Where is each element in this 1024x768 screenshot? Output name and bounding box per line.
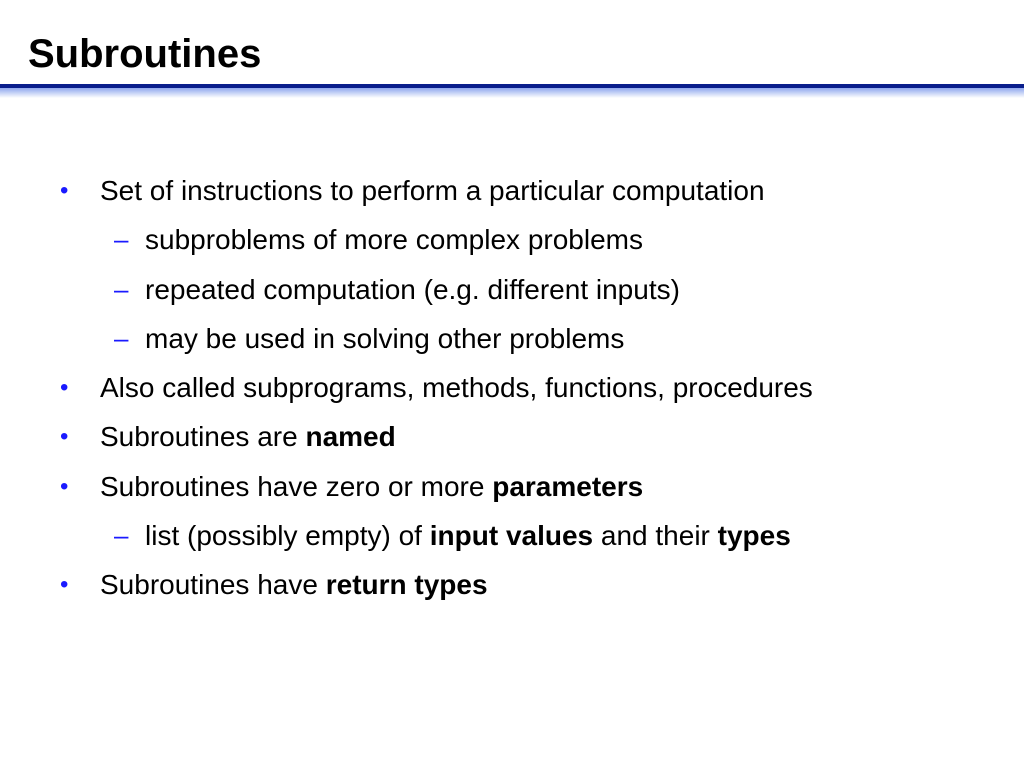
bullet-dash-icon: – [114, 273, 129, 304]
bullet-dot-icon: • [60, 423, 69, 451]
bullet-text [145, 511, 791, 560]
bullet-text [145, 314, 624, 363]
bullet-dot-icon: • [60, 177, 69, 204]
bullet-text-segment: repeated computation (e.g. different inputs) [145, 273, 680, 305]
bullet-dot-icon: • [60, 472, 69, 500]
slide-title: Subroutines [28, 32, 262, 76]
bullet-text-segment: list (possibly empty) of [145, 520, 430, 552]
bullet-item [0, 462, 1024, 511]
bullet-text [100, 363, 813, 412]
bullet-text-segment: Set of instructions to perform a particular computation [100, 175, 765, 206]
title-divider [0, 84, 1024, 100]
bullet-item [0, 166, 1024, 215]
bullet-text-emphasis: input values [429, 520, 594, 552]
bullet-text-emphasis: return types [325, 569, 488, 601]
bullet-text [145, 215, 643, 264]
bullet-item [0, 363, 1024, 412]
sub-bullet-item [0, 265, 1024, 314]
bullet-text-segment: subproblems of more complex problems [145, 224, 643, 256]
bullet-text-segment: may be used in solving other problems [145, 322, 625, 354]
bullet-item [0, 560, 1024, 609]
bullet-text [100, 560, 488, 609]
bullet-text [145, 265, 680, 314]
bullet-list [0, 166, 1024, 610]
bullet-dash-icon: – [114, 520, 129, 551]
bullet-text-segment: and their [593, 520, 718, 552]
bullet-text-segment: Subroutines have zero or more [100, 470, 493, 502]
bullet-text [100, 166, 765, 215]
bullet-text-emphasis: types [717, 520, 791, 552]
bullet-text [100, 462, 643, 511]
title-divider-shadow [0, 88, 1024, 98]
bullet-text-emphasis: named [305, 421, 396, 453]
bullet-text-segment: Also called subprograms, methods, functions, procedures [100, 372, 813, 404]
bullet-text [100, 412, 396, 461]
sub-bullet-item [0, 511, 1024, 560]
bullet-dot-icon: • [60, 571, 69, 599]
bullet-dash-icon: – [114, 224, 129, 255]
bullet-dot-icon: • [60, 374, 69, 402]
sub-bullet-item [0, 314, 1024, 363]
bullet-dash-icon: – [114, 322, 129, 353]
bullet-text-segment: Subroutines are [100, 421, 306, 453]
bullet-text-segment: Subroutines have [100, 569, 326, 601]
sub-bullet-item [0, 215, 1024, 264]
bullet-text-emphasis: parameters [492, 470, 644, 502]
bullet-item [0, 412, 1024, 461]
